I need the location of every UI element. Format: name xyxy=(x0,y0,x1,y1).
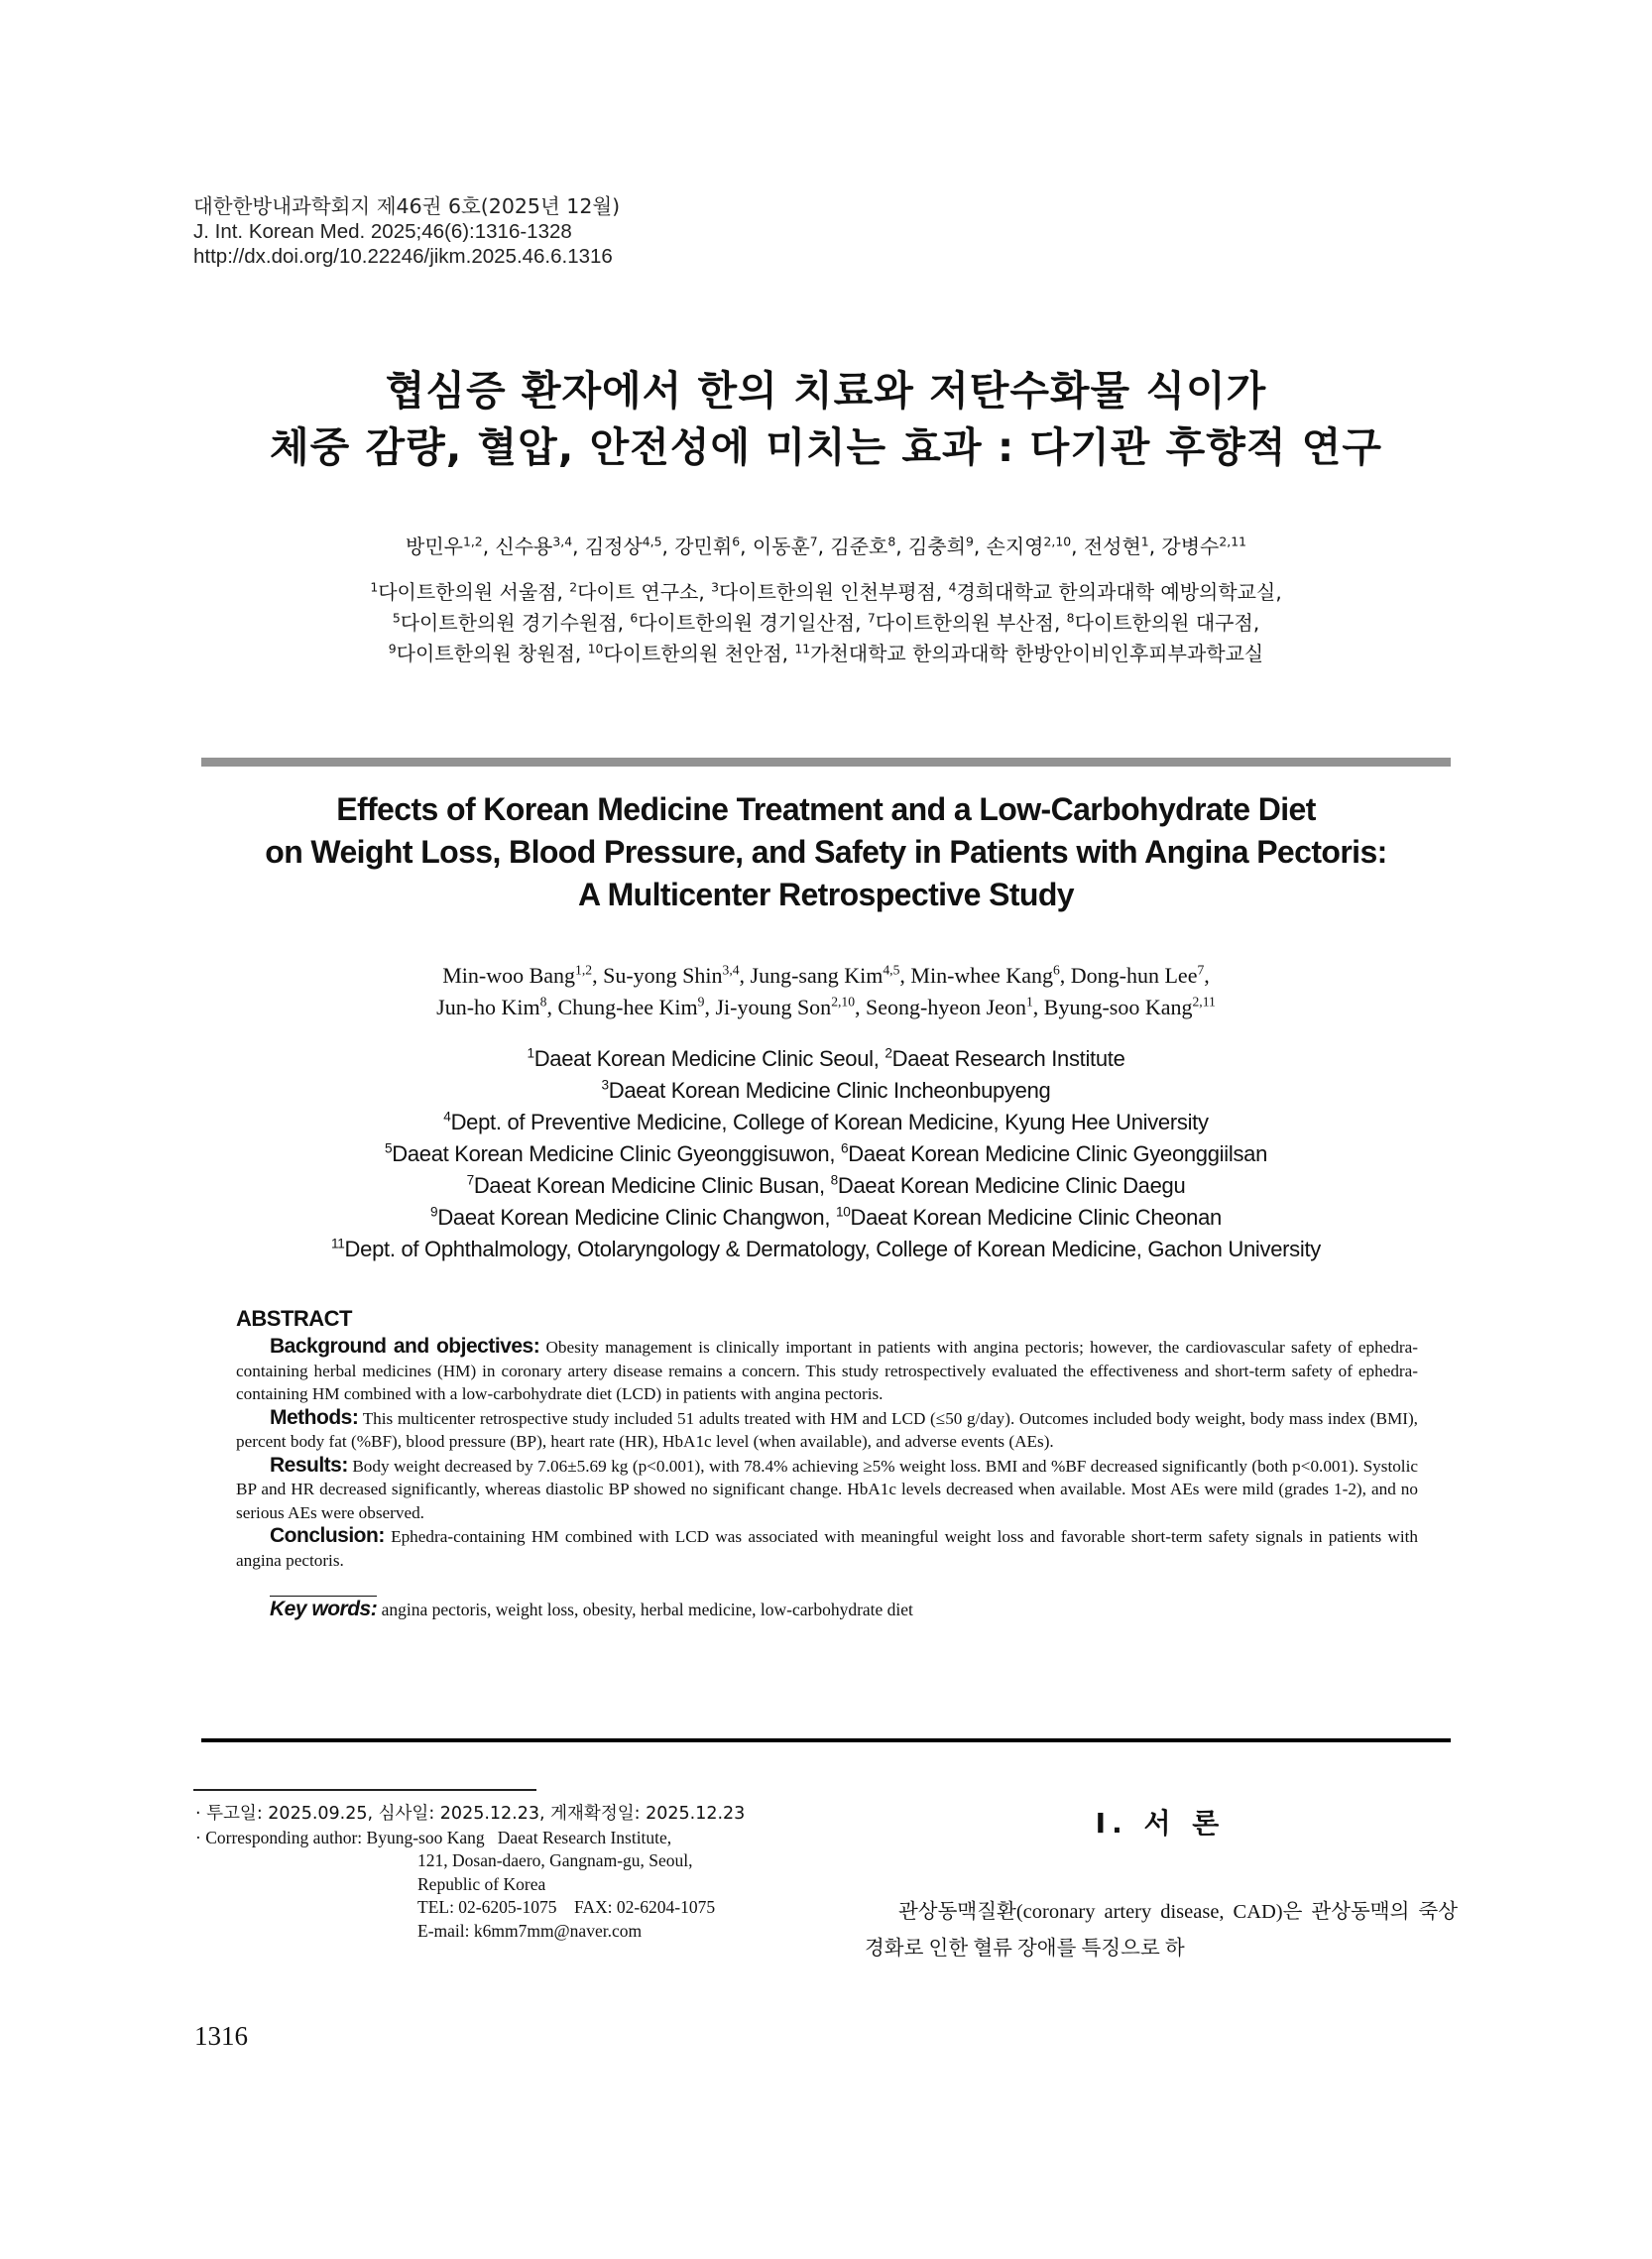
author: Seong-hyeon Jeon$^1$ xyxy=(866,994,1033,1019)
english-title-line-1: Effects of Korean Medicine Treatment and a Low-Carbohydrate Diet xyxy=(336,791,1316,827)
keywords xyxy=(236,1597,1418,1622)
abstract-heading: ABSTRACT xyxy=(236,1306,352,1331)
keywords-text: angina pectoris, weight loss, obesity, herbal medicine, low-carbohydrate diet xyxy=(381,1600,913,1619)
affiliation: $^4$Dept. of Preventive Medicine, College of Korean Medicine, Kyung Hee University xyxy=(443,1109,1209,1134)
author: Byung-soo Kang$^{2,11}$ xyxy=(1043,994,1216,1019)
conclusion-text: Ephedra-containing HM combined with LCD was associated with meaningful weight loss and favorable short-term safety signals in patients with angina pectoris. xyxy=(236,1527,1418,1570)
english-author-list: Min-woo Bang$^{1,2}$, Su-yong Shin$^{3,4}$, Jung-sang Kim$^{4,5}$, Min-whee Kang$^6$, Dong-hun Lee$^7$, Jun-ho Kim$^8$, Chung-hee Kim$^9$, Ji-young Son$^{2,10}$, Seong-hyeon Jeon$^1$, Byung-soo Kang$^{2,11}$ xyxy=(436,962,1216,1019)
affiliation: $^1$다이트한의원 서울점 xyxy=(370,579,557,604)
journal-doi-link[interactable]: http://dx.doi.org/10.22246/jikm.2025.46.6.1316 xyxy=(193,245,613,268)
author: 김충희$^9$ xyxy=(907,534,974,558)
english-title-line-3: A Multicenter Retrospective Study xyxy=(577,877,1074,912)
abstract-results xyxy=(236,1454,1418,1525)
author: Jun-ho Kim$^8$ xyxy=(436,994,547,1019)
author: 신수용$^{3,4}$ xyxy=(495,534,573,558)
korean-author-list: 방민우$^{1,2}$, 신수용$^{3,4}$, 김정상$^{4,5}$, 강민휘$^6$, 이동훈$^7$, 김준호$^8$, 김충희$^9$, 손지영$^{2,10}$, 전성현$^1$, 강병수$^{2,11}$ xyxy=(406,534,1246,558)
author: Dong-hun Lee$^7$ xyxy=(1070,962,1205,988)
affiliation: $^3$다이트한의원 인천부평점 xyxy=(711,579,936,604)
affiliation: $^7$Daeat Korean Medicine Clinic Busan xyxy=(466,1172,819,1198)
korean-title-line-2: 체중 감량, 혈압, 안전성에 미치는 효과 : 다기관 후향적 연구 xyxy=(270,423,1382,471)
author: 김준호$^8$ xyxy=(830,534,896,558)
corresponding-phone: TEL: 02-6205-1075 FAX: 02-6204-1075 xyxy=(417,1897,716,1917)
conclusion-label: Conclusion: xyxy=(270,1524,385,1547)
author: 김정상$^{4,5}$ xyxy=(584,534,662,558)
english-title-line-2: on Weight Loss, Blood Pressure, and Safety in Patients with Angina Pectoris: xyxy=(265,834,1387,870)
journal-header xyxy=(193,194,620,269)
affiliation: $^7$다이트한의원 부산점 xyxy=(867,610,1054,635)
corresponding-label: · Corresponding author: xyxy=(195,1827,363,1847)
corresponding-email[interactable]: E-mail: k6mm7mm@naver.com xyxy=(417,1920,643,1941)
abstract xyxy=(236,1305,1418,1622)
author: Jung-sang Kim$^{4,5}$ xyxy=(750,962,900,988)
affiliation: $^{10}$Daeat Korean Medicine Clinic Cheonan xyxy=(835,1204,1222,1230)
affiliation: $^1$Daeat Korean Medicine Clinic Seoul xyxy=(527,1045,874,1071)
background-label: Background and objectives: xyxy=(270,1335,540,1358)
affiliation: $^{11}$가천대학교 한의과대학 한방안이비인후피부과학교실 xyxy=(794,641,1264,665)
affiliation: $^5$Daeat Korean Medicine Clinic Gyeonggisuwon xyxy=(384,1140,830,1166)
korean-title xyxy=(198,363,1454,476)
footnote-divider xyxy=(193,1789,536,1791)
author: 손지영$^{2,10}$ xyxy=(986,534,1072,558)
english-title xyxy=(198,788,1454,916)
abstract-background xyxy=(236,1335,1418,1406)
background-text: Obesity management is clinically important in patients with angina pectoris; however, the cardiovascular safety of ephedra-containing herbal medicines (HM) in coronary artery disease remains a concern. This study retrospectively evaluated the effectiveness and short-term safety of ephedra-containing HM combined with a low-carbohydrate diet (LCD) in patients with angina pectoris. xyxy=(236,1338,1418,1403)
submission-dates: · 투고일: 2025.09.25, 심사일: 2025.12.23, 게재확정일: 2025.12.23 xyxy=(195,1804,746,1824)
corresponding-country: Republic of Korea xyxy=(417,1873,546,1894)
affiliation: $^{10}$다이트한의원 천안점 xyxy=(587,641,782,665)
affiliation: $^8$Daeat Korean Medicine Clinic Daegu xyxy=(830,1172,1186,1198)
english-affiliations: $^1$Daeat Korean Medicine Clinic Seoul, $^2$Daeat Research Institute $^3$Daeat Korean Medicine Clinic Incheonbupyeng $^4$Dept. of Preventive Medicine, College of Korean Medicine, Kyung Hee University $^5$Daeat Korean Medicine Clinic Gyeonggisuwon, $^6$Daeat Korean Medicine Clinic Gyeonggiilsan $^7$Daeat Korean Medicine Clinic Busan, $^8$Daeat Korean Medicine Clinic Daegu $^9$Daeat Korean Medicine Clinic Changwon, $^{10}$Daeat Korean Medicine Clinic Cheonan $^{11}$Dept. of Ophthalmology, Otolaryngology & Dermatology, College of Korean Medicine, Gachon University xyxy=(331,1045,1321,1261)
keywords-label: Key words: xyxy=(270,1598,378,1620)
results-text: Body weight decreased by 7.06±5.69 kg (p<0.001), with 78.4% achieving ≥5% weight loss. BMI and %BF decreased significantly (both p<0.001). Systolic BP and HR decreased significantly, whereas diastolic BP showed no significant change. HbA1c levels decreased when available. Most AEs were mild (grades 1-2), and no serious AEs were observed. xyxy=(236,1456,1418,1522)
section-divider-gray xyxy=(201,758,1451,767)
affiliation: $^6$다이트한의원 경기일산점 xyxy=(630,610,856,635)
intro-paragraph: 관상동맥질환(coronary artery disease, CAD)은 관상동맥의 죽상경화로 인한 혈류 장애를 특징으로 하 xyxy=(865,1901,1458,1960)
affiliation: $^{11}$Dept. of Ophthalmology, Otolaryngology & Dermatology, College of Korean Medicine, Gachon University xyxy=(331,1236,1321,1261)
affiliation: $^6$Daeat Korean Medicine Clinic Gyeonggiilsan xyxy=(840,1140,1268,1166)
section-heading-introduction: Ⅰ. 서 론 xyxy=(1095,1807,1226,1840)
korean-affiliations: $^1$다이트한의원 서울점, $^2$다이트 연구소, $^3$다이트한의원 인천부평점, $^4$경희대학교 한의과대학 예방의학교실, $^5$다이트한의원 경기수원점, $^6$다이트한의원 경기일산점, $^7$다이트한의원 부산점, $^8$다이트한의원 대구점, $^9$다이트한의원 창원점, $^{10}$다이트한의원 천안점, $^{11}$가천대학교 한의과대학 한방안이비인후피부과학교실 xyxy=(370,579,1282,665)
corresponding-author xyxy=(195,1827,790,1850)
author: Su-yong Shin$^{3,4}$ xyxy=(603,962,740,988)
journal-korean-line: 대한한방내과학회지 제46권 6호(2025년 12월) xyxy=(193,194,621,218)
affiliation: $^9$Daeat Korean Medicine Clinic Changwon xyxy=(430,1204,825,1230)
section-divider-black xyxy=(201,1738,1451,1742)
korean-title-line-1: 협심증 환자에서 한의 치료와 저탄수화물 식이가 xyxy=(385,367,1267,415)
methods-label: Methods: xyxy=(270,1405,359,1429)
abstract-conclusion xyxy=(236,1524,1418,1572)
methods-text: This multicenter retrospective study included 51 adults treated with HM and LCD (≤50 g/day). Outcomes included body weight, body mass index (BMI), percent body fat (%BF), blood pressure (BP), heart rate (HR), HbA1c level (when available), and adverse events (AEs). xyxy=(236,1408,1418,1451)
author: 강병수$^{2,11}$ xyxy=(1161,534,1246,558)
author: 이동훈$^7$ xyxy=(752,534,818,558)
author: 강민휘$^6$ xyxy=(674,534,741,558)
abstract-methods xyxy=(236,1406,1418,1454)
journal-citation: J. Int. Korean Med. 2025;46(6):1316-1328 xyxy=(193,220,572,243)
affiliation: $^4$경희대학교 한의과대학 예방의학교실 xyxy=(948,579,1276,604)
author: Ji-young Son$^{2,10}$ xyxy=(715,994,856,1019)
footnotes xyxy=(195,1803,790,1943)
author: Min-woo Bang$^{1,2}$ xyxy=(442,962,593,988)
page-number: 1316 xyxy=(194,2021,248,2051)
author: 방민우$^{1,2}$ xyxy=(406,534,483,558)
affiliation: $^2$Daeat Research Institute xyxy=(885,1045,1125,1071)
author: 전성현$^1$ xyxy=(1083,534,1149,558)
affiliation: $^5$다이트한의원 경기수원점 xyxy=(392,610,618,635)
author: Min-whee Kang$^6$ xyxy=(910,962,1060,988)
author: Chung-hee Kim$^9$ xyxy=(557,994,705,1019)
affiliation: $^8$다이트한의원 대구점 xyxy=(1066,610,1253,635)
results-label: Results: xyxy=(270,1453,348,1477)
affiliation: $^2$다이트 연구소 xyxy=(569,579,699,604)
corresponding-name: Byung-soo Kang Daeat Research Institute, xyxy=(366,1827,672,1847)
affiliation: $^9$다이트한의원 창원점 xyxy=(388,641,575,665)
affiliation: $^3$Daeat Korean Medicine Clinic Incheonbupyeng xyxy=(601,1077,1051,1103)
corresponding-address: 121, Dosan-daero, Gangnam-gu, Seoul, xyxy=(417,1850,693,1870)
